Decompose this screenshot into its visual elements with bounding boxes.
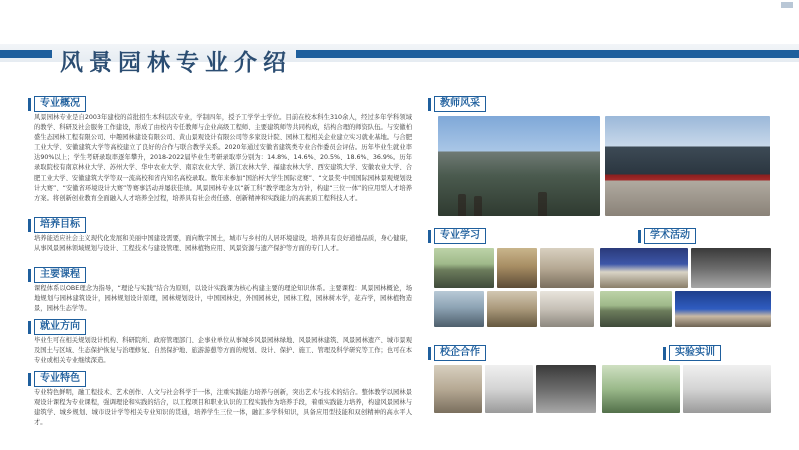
- study-photo: [540, 291, 594, 327]
- panel-heading-academic: [638, 228, 696, 244]
- training-photo: [683, 365, 771, 413]
- panel-heading-cooperation: [428, 345, 486, 361]
- title-bar-right: [296, 50, 799, 58]
- cooperation-photo: [434, 365, 482, 413]
- heading-marker: [28, 321, 31, 334]
- study-photo: [540, 248, 594, 288]
- teachers-photo-campus: [438, 116, 600, 216]
- section-heading-careers: [28, 319, 86, 335]
- heading-marker: [428, 230, 431, 243]
- overview-text: 风景园林专业是自2003年建校的首批招生本科层次专业，学制四年，授予工学学士学位。目前在校本科生310余人，经过多年学科领域的教学、科研及社会服务工作建设，形成了由校内专任教师与企业高级工程师、主要建筑师等共同构成，结构合理的师资队伍。与安徽柏盛生态园林工程有限公司、中趣园林建设有限公司、黄山景观设计有限公司等多家设计院、园林工程相关企业建立实习就业基地。与合肥工业大学、安徽建筑大学等高校建立了良好的合作与联合教学关系。2020年通过安徽省建筑类专业合作委员会评估。历年毕业生就业率达90%以上；学生考研录取率逐年攀升，2018-2022届毕业生考研录取率分别为：14.8%、14.6%、20.5%、18.6%、36.9%。历年录取院校有南京林业大学、苏州大学、华中农业大学、南京农业大学、浙江农林大学、福建农林大学、西安建筑大学、安徽农业大学、合肥工业大学、安徽建筑大学等双一流高校和省内知名高校录取。数年来参加“国治杯大学生国际竞赛”、“文景奖·中国国际园林景观规划设计大赛”、“安徽省环境设计大赛”等赛事活动并屡获佳绩。风景园林专业以“新工科”教学理念为方针，构建“三位一体”的应用型人才培养方案。将创新创业教育全面融入人才培养全过程，培养具有社会责任感、创新精神和实践能力的高素质工程科技人才。: [34, 114, 412, 202]
- features-heading: 专业特色: [34, 371, 86, 387]
- study-photo: [434, 291, 484, 327]
- person-figure: [538, 192, 547, 216]
- courses-heading: 主要课程: [34, 267, 86, 283]
- heading-marker: [28, 269, 31, 282]
- features-text: 专业特色鲜明，融工程技术、艺术创作、人文与社会科学于一体，注重实践能力培养与创新，突出艺术与技术的结合。整体教学以园林景观设计课程为专业课程，强调理论和实践的结合，以工程项目和职业认识的工程实践作为培养手段，着重实践能力培养，构建风景园林与建筑学、城乡规划、城市设计学等相关专业知识的贯通，培养学生三位一体，融汇多学科知识，具备应用型技能和双创精神的高水平人才。: [34, 389, 412, 427]
- section-heading-features: [28, 371, 86, 387]
- academic-photo: [600, 248, 688, 288]
- training-heading: 实验实训: [669, 345, 721, 361]
- teachers-heading: 教师风采: [434, 96, 486, 112]
- section-heading-overview: [28, 96, 86, 112]
- courses-text: 课程体系以OBE理念为指导，“理论与实践”结合为原则，以设计实践课为核心构建主要的理论知识体系。主要课程：风景园林概论，场地规划与园林建筑设计，园林规划设计原理，园林规划设计，中国园林史，外国园林史，园林工程，园林树木学，花卉学，园林植物造景，园林生态学等。: [34, 285, 412, 313]
- heading-marker: [28, 98, 31, 111]
- academic-photo: [600, 291, 672, 327]
- academic-photo: [691, 248, 771, 288]
- teachers-photo-building: [605, 116, 770, 216]
- panel-heading-study: [428, 228, 486, 244]
- careers-heading: 就业方向: [34, 319, 86, 335]
- cooperation-photo: [536, 365, 596, 413]
- study-heading: 专业学习: [434, 228, 486, 244]
- goals-text: 培养能适应社会主义现代化发展和美丽中国建设需要，面向数字国土，城市与乡村的人居环境建设，培养具有良好道德品质，身心健康，从事风景园林领域规划与设计、工程技术与建设管理、园林植物应用、风景资源与遗产保护等方面的专门人才。: [34, 235, 412, 253]
- section-heading-goals: [28, 217, 86, 233]
- panel-heading-training: [663, 345, 721, 361]
- heading-marker: [28, 373, 31, 386]
- heading-marker: [428, 347, 431, 360]
- cooperation-heading: 校企合作: [434, 345, 486, 361]
- page-title: 风景园林专业介绍: [60, 49, 292, 76]
- academic-heading: 学术活动: [644, 228, 696, 244]
- academic-photo: [675, 291, 771, 327]
- panel-heading-teachers: [428, 96, 486, 112]
- title-bar-left: [0, 50, 52, 58]
- person-figure: [458, 194, 466, 216]
- section-heading-courses: [28, 267, 86, 283]
- heading-marker: [638, 230, 641, 243]
- cooperation-photo: [485, 365, 533, 413]
- heading-marker: [663, 347, 666, 360]
- study-photo: [487, 291, 537, 327]
- careers-text: 毕业生可在相关规划设计机构、科研院所、政府管理部门、企事业单位从事城乡风景园林绿地、风景园林建筑、风景园林遗产、城市景观及国土与区域、生态保护恢复与治理修复、自然保护地、旅游游憩等方面的规划、设计、保护、施工、管理及科学研究等工作；也可在本专业或相关专业继续深造。: [34, 337, 412, 365]
- heading-marker: [28, 219, 31, 232]
- goals-heading: 培养目标: [34, 217, 86, 233]
- overview-heading: 专业概况: [34, 96, 86, 112]
- training-photo: [602, 365, 680, 413]
- study-photo: [497, 248, 537, 288]
- corner-decoration: [781, 2, 793, 8]
- person-figure: [474, 196, 482, 216]
- study-photo: [434, 248, 494, 288]
- heading-marker: [428, 98, 431, 111]
- title-band: [0, 0, 799, 90]
